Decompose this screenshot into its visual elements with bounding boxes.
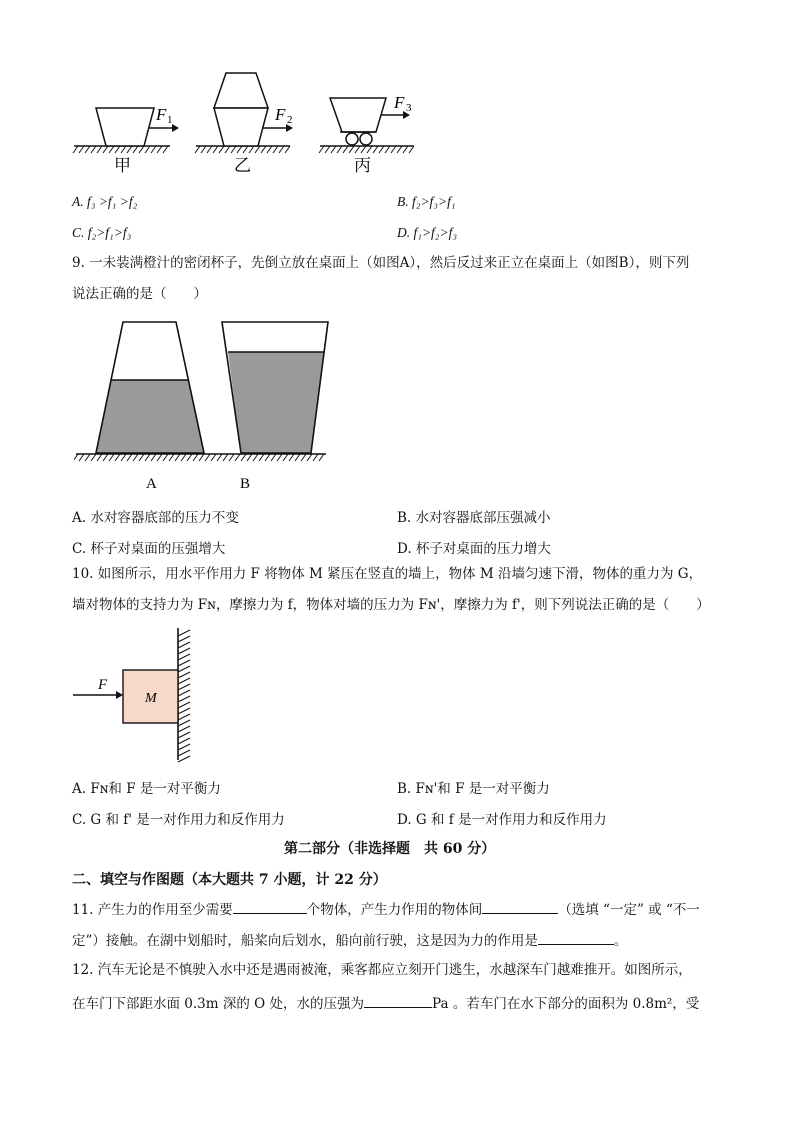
q10-stem-line2: 墙对物体的支持力为 Fɴ，摩擦力为 f，物体对墙的压力为 Fɴ'，摩擦力为 f'，则下列说法正确的是（ ） — [72, 597, 710, 613]
q11-line1 — [72, 901, 700, 918]
label-jia: 甲 — [114, 156, 131, 175]
q11-text-d: 定”）接触。在湖中划船时，船桨向后划水，船向前行驶，这是因为力的作用是 — [72, 933, 538, 949]
q10-figure — [70, 626, 200, 766]
cup-a-water — [96, 380, 204, 453]
q11-blank-3[interactable] — [538, 932, 614, 945]
q9-option-a[interactable]: A. 水对容器底部的压力不变 — [72, 510, 239, 526]
q9-option-d[interactable]: D. 杯子对桌面的压力增大 — [397, 541, 551, 557]
force-label-f1: F — [156, 105, 167, 124]
q9-stem-line1: 9. 一未装满橙汁的密闭杯子，先倒立放在桌面上（如图A），然后反过来正立在桌面上（如图B），则下列 — [72, 255, 690, 271]
q10-option-c[interactable]: C. G 和 f' 是一对作用力和反作用力 — [72, 812, 285, 828]
q9-stem-line2: 说法正确的是（ ） — [72, 286, 207, 302]
part2-title: 第二部分（非选择题 共 60 分） — [284, 841, 496, 857]
q8-option-c-text: C. f₂>f₁>f₃ — [72, 225, 132, 240]
q10-stem-line1: 10. 如图所示，用水平作用力 F 将物体 M 紧压在竖直的墙上，物体 M 沿墙匀速下滑，物体的重力为 G， — [72, 566, 703, 582]
q11-blank-2[interactable] — [482, 901, 558, 914]
q11-text-b: 个物体，产生力作用的物体间 — [306, 902, 483, 918]
section-title: 二、填空与作图题（本大题共 7 小题，计 22 分） — [72, 872, 387, 888]
q8-option-b-text: B. f₂>f₃>f₁ — [397, 194, 456, 209]
cup-b-water — [228, 352, 324, 453]
q12-line1: 12. 汽车无论是不慎驶入水中还是遇雨被淹，乘客都应立刻开门逃生，水越深车门越难推开。如图所示， — [72, 962, 692, 978]
q11-blank-1[interactable] — [233, 901, 307, 914]
q12-text-a: 在车门下部距水面 0.3m 深的 O 处，水的压强为 — [72, 996, 365, 1012]
q8-option-a[interactable] — [72, 194, 137, 210]
label-bing: 丙 — [354, 156, 371, 175]
q9-option-b[interactable]: B. 水对容器底部压强减小 — [397, 510, 551, 526]
q12-blank-1[interactable] — [364, 995, 432, 1008]
force-sub-f2: 2 — [287, 114, 293, 126]
q11-text-c: （选填 “一定” 或 “不一 — [558, 902, 700, 918]
label-yi: 乙 — [234, 156, 251, 175]
cup-a-label: A — [146, 476, 157, 492]
q10-option-a[interactable]: A. Fɴ和 F 是一对平衡力 — [72, 781, 221, 797]
q8-option-a-text: A. f₃ >f₁ >f₂ — [72, 194, 138, 209]
q8-option-c[interactable] — [72, 225, 131, 241]
q8-option-d-text: D. f₁>f₂>f₃ — [397, 225, 458, 240]
q10-option-b[interactable]: B. Fɴ'和 F 是一对平衡力 — [397, 781, 550, 797]
figure-jia — [73, 105, 179, 175]
q11-text-a: 11. 产生力的作用至少需要 — [72, 902, 233, 918]
cup-b-label: B — [240, 476, 251, 492]
q12-text-b: Pa 。若车门在水下部分的面积为 0.8m²，受 — [432, 996, 700, 1012]
force-label-f2: F — [275, 105, 286, 124]
force-f-label: F — [98, 677, 108, 693]
figure-bing — [319, 93, 414, 175]
q11-line2 — [72, 932, 627, 949]
force-sub-f1: 1 — [167, 114, 173, 126]
q9-figure — [74, 318, 330, 496]
figure-yi — [195, 73, 293, 175]
q11-text-e: 。 — [613, 933, 628, 949]
q8-option-b[interactable] — [397, 194, 456, 210]
q10-option-d[interactable]: D. G 和 f 是一对作用力和反作用力 — [397, 812, 607, 828]
q9-option-c[interactable]: C. 杯子对桌面的压强增大 — [72, 541, 226, 557]
block-m-label: M — [145, 691, 157, 706]
q12-line2 — [72, 995, 699, 1012]
q8-option-d[interactable] — [397, 225, 457, 241]
force-label-f3: F — [394, 93, 405, 112]
force-sub-f3: 3 — [406, 102, 412, 114]
q8-figure — [70, 68, 420, 180]
